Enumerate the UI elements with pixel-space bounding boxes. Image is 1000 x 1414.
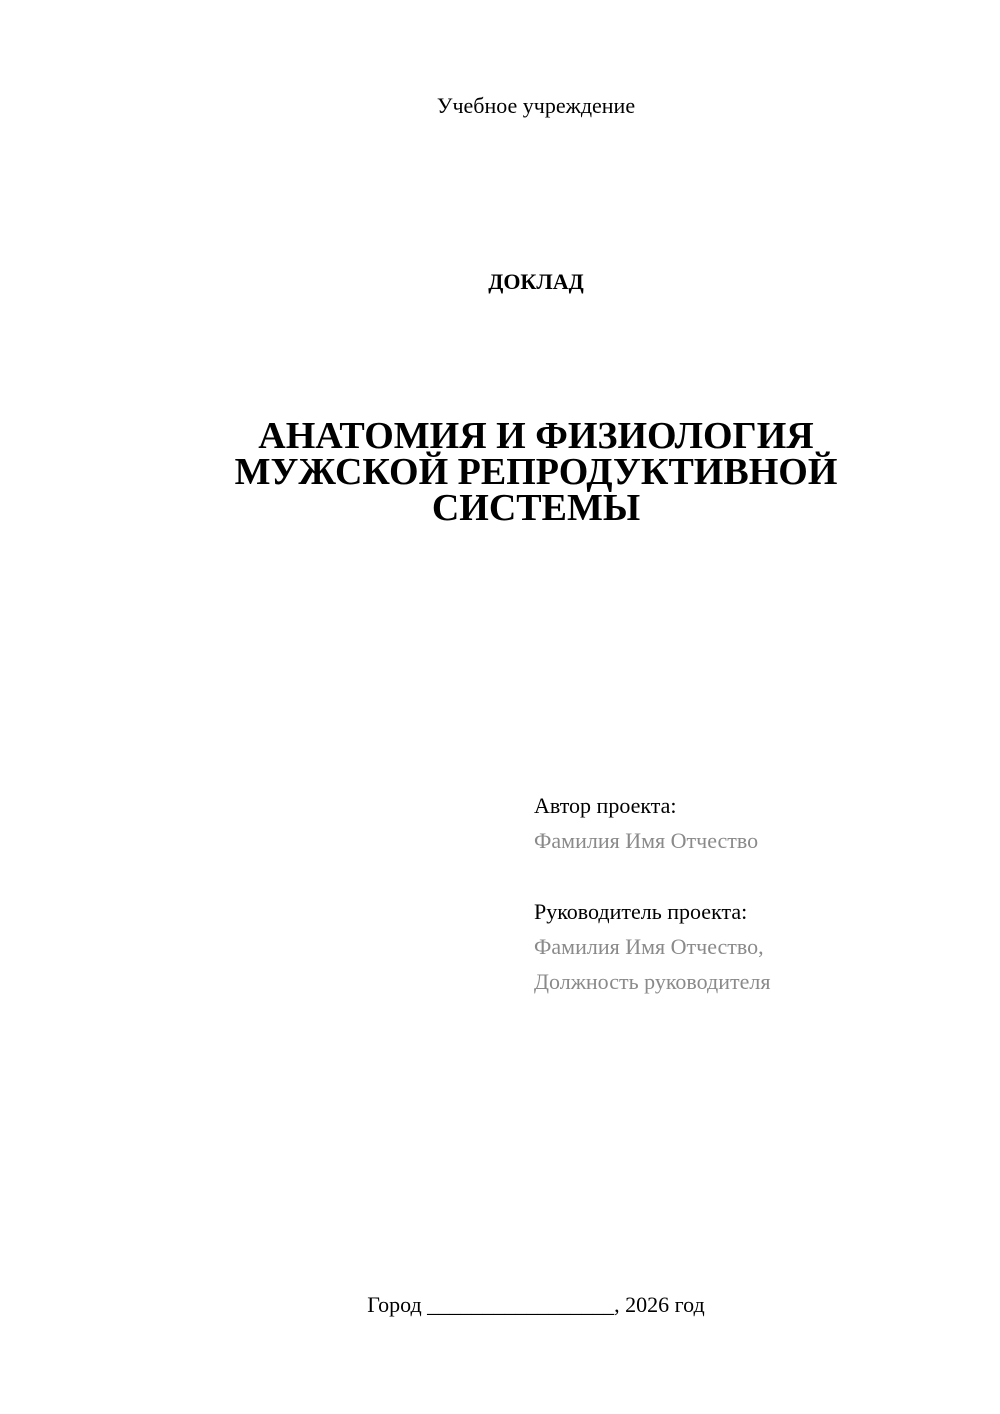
title-line: СИСТЕМЫ bbox=[431, 487, 641, 529]
city-year-line bbox=[0, 1290, 1000, 1320]
supervisor-position: Должность руководителя bbox=[534, 969, 771, 994]
spacer bbox=[534, 858, 974, 894]
author-name: Фамилия Имя Отчество bbox=[534, 828, 759, 853]
document-type: ДОКЛАД bbox=[488, 269, 584, 294]
credits-block bbox=[534, 788, 974, 999]
author-label: Автор проекта: bbox=[534, 793, 677, 818]
supervisor-name: Фамилия Имя Отчество, bbox=[534, 934, 764, 959]
institution-name: Учебное учреждение bbox=[436, 93, 636, 118]
supervisor-label: Руководитель проекта: bbox=[534, 899, 748, 924]
document-title bbox=[200, 415, 872, 529]
title-line: МУЖСКОЙ РЕПРОДУКТИВНОЙ bbox=[234, 451, 838, 493]
title-line: АНАТОМИЯ И ФИЗИОЛОГИЯ bbox=[258, 415, 814, 457]
city-label: Город bbox=[367, 1292, 422, 1317]
year-text: , 2026 год bbox=[614, 1292, 705, 1317]
city-blank: _________________ bbox=[427, 1292, 615, 1317]
